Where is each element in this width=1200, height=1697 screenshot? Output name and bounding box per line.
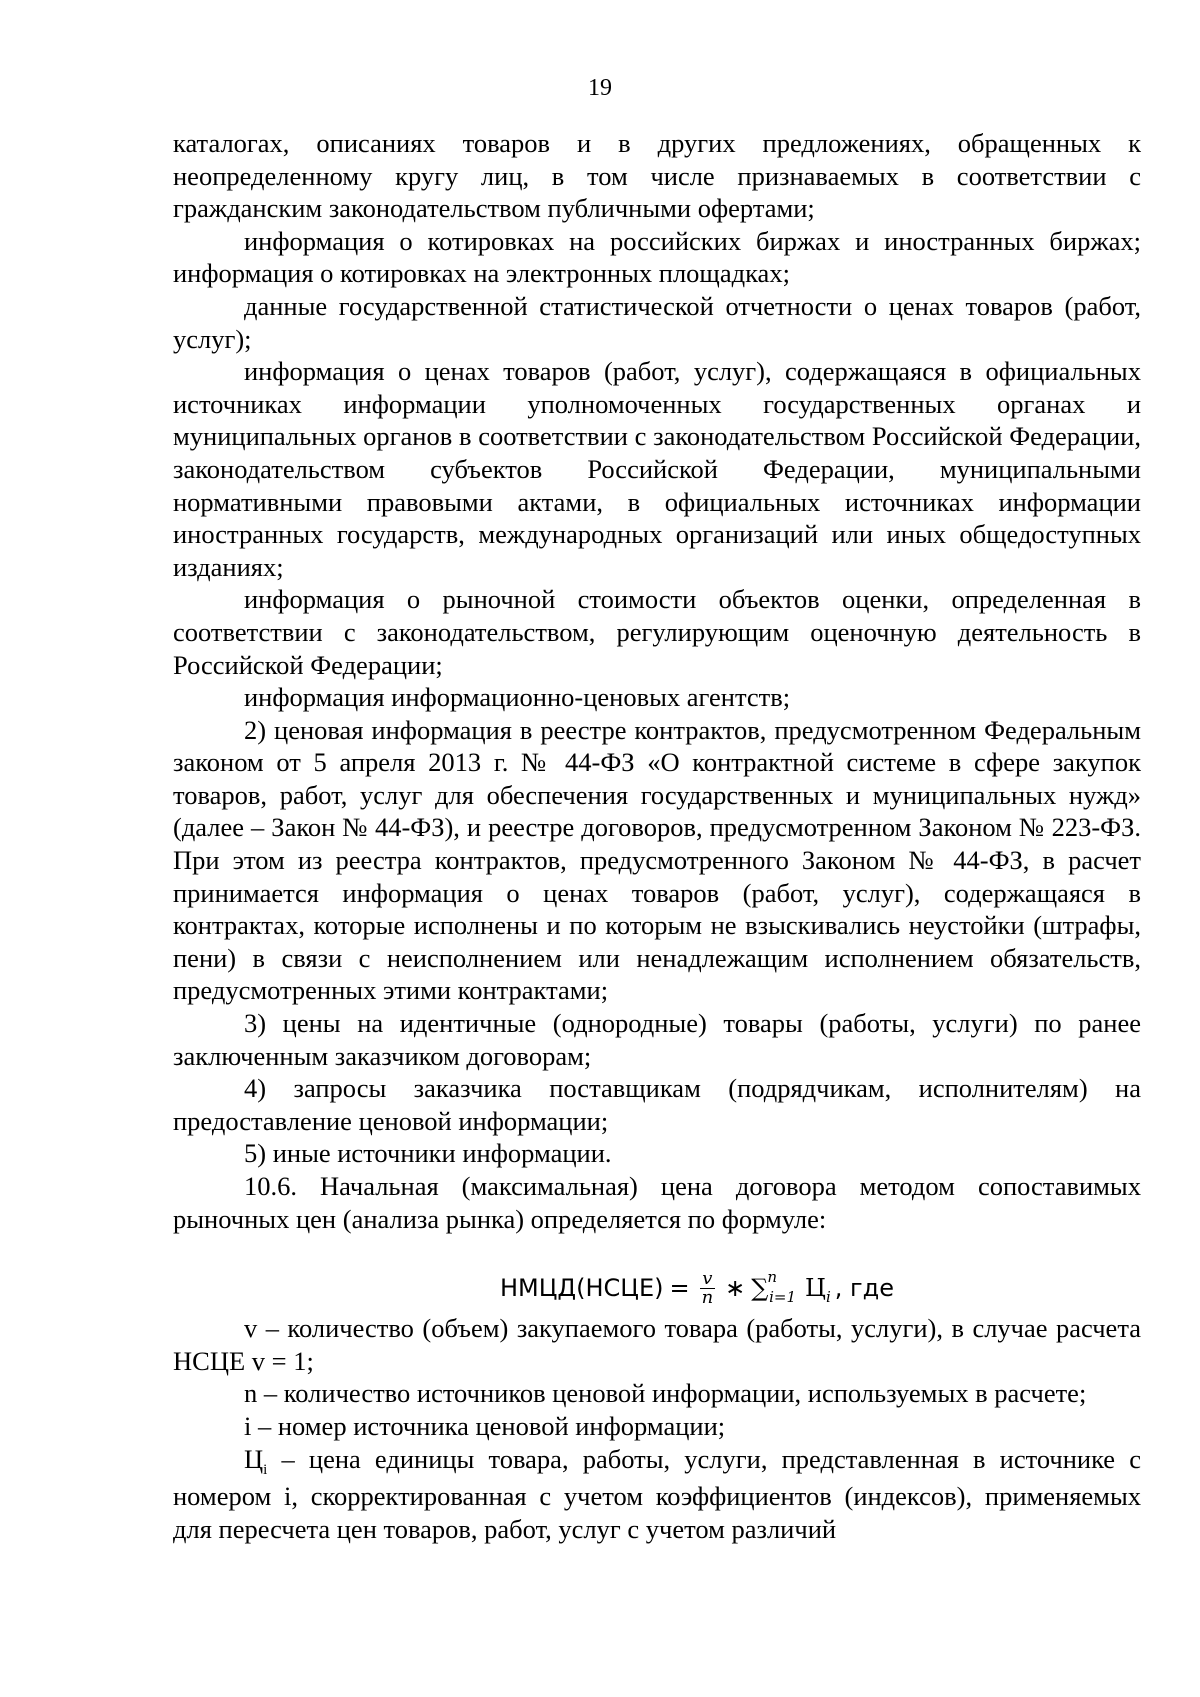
formula-denominator: n xyxy=(701,1286,714,1308)
formula-numerator: v xyxy=(700,1270,716,1289)
paragraph: каталогах, описаниях товаров и в других предложениях, обращенных к неопределенному кругу лиц, в том числе признаваемых в соответствии с гражданским законодательством публичными офертами; xyxy=(173,128,1141,224)
paragraph: 2) ценовая информация в реестре контрактов, предусмотренном Федеральным законом от 5 апреля 2013 г. № 44-ФЗ «О контрактной системе в сфере закупок товаров, работ, услуг для обеспечения государственных и муниципальных нужд» (далее – Закон № 44-ФЗ), и реестре договоров, предусмотренном Законом № 223-ФЗ. При этом из реестра контрактов, предусмотренного Законом № 44-ФЗ, в расчет принимается информация о ценах товаров (работ, услуг), содержащаяся в контрактах, которые исполнены и по которым не взыскивались неустойки (штрафы, пени) в связи с неисполнением или ненадлежащим исполнением обязательств, предусмотренных этими контрактами; xyxy=(173,714,1141,1006)
paragraph: информация информационно-ценовых агентств; xyxy=(244,682,791,713)
paragraph: 5) иные источники информации. xyxy=(244,1138,612,1169)
formula-left: НМЦД(НСЦЕ) xyxy=(500,1274,664,1303)
definition: v – количество (объем) закупаемого товара (работы, услуги), в случае расчета НСЦЕ v = 1; xyxy=(173,1313,1141,1376)
formula-suffix: , где xyxy=(834,1274,894,1303)
price-formula xyxy=(173,1267,1141,1311)
page-number: 19 xyxy=(588,75,612,101)
definition-price-subscript: i xyxy=(263,1461,268,1478)
formula-times: ∗ xyxy=(725,1274,746,1303)
paragraph: 10.6. Начальная (максимальная) цена договора методом сопоставимых рыночных цен (анализа рынка) определяется по формуле: xyxy=(173,1171,1141,1234)
definition-price-symbol: Ц xyxy=(244,1443,264,1474)
formula-fraction xyxy=(700,1267,716,1308)
paragraph: информация о рыночной стоимости объектов оценки, определенная в соответствии с законодательством, регулирующим оценочную деятельность в Российской Федерации; xyxy=(173,584,1141,680)
paragraph: 4) запросы заказчика поставщикам (подрядчикам, исполнителям) на предоставление ценовой информации; xyxy=(173,1073,1141,1136)
definition: i – номер источника ценовой информации; xyxy=(244,1410,726,1441)
paragraph: информация о котировках на российских биржах и иностранных биржах; информация о котировках на электронных площадках; xyxy=(173,225,1141,289)
formula-price-symbol: Ц xyxy=(805,1274,826,1303)
formula-price-subscript: i xyxy=(825,1288,831,1307)
body-text xyxy=(173,127,1141,1545)
paragraph: 3) цены на идентичные (однородные) товары (работы, услуги) по ранее заключенным заказчиком договорам; xyxy=(173,1008,1141,1071)
paragraph: информация о ценах товаров (работ, услуг), содержащаяся в официальных источниках информации уполномоченных государственных органах и муниципальных органов в соответствии с законодательством Российской Федерации, законодательством субъектов Российской Федерации, муниципальными нормативными правовыми актами, в официальных источниках информации иностранных государств, международных организаций или иных общедоступных изданиях; xyxy=(173,356,1141,582)
definition-price-text: – цена единицы товара, работы, услуги, представленная в источнике с номером i, скорректированная с учетом коэффициентов (индексов), применяемых для пересчета цен товаров, работ, услуг с учетом различий xyxy=(173,1443,1141,1544)
formula-sigma-lower: i=1 xyxy=(769,1288,797,1307)
formula-sigma: ∑ xyxy=(751,1274,769,1303)
formula-equals: = xyxy=(669,1274,690,1303)
definition: n – количество источников ценовой информации, используемых в расчете; xyxy=(244,1378,1087,1409)
formula-sigma-upper: n xyxy=(767,1268,778,1287)
paragraph: данные государственной статистической отчетности о ценах товаров (работ, услуг); xyxy=(173,290,1141,354)
definition-price xyxy=(173,1443,1141,1546)
